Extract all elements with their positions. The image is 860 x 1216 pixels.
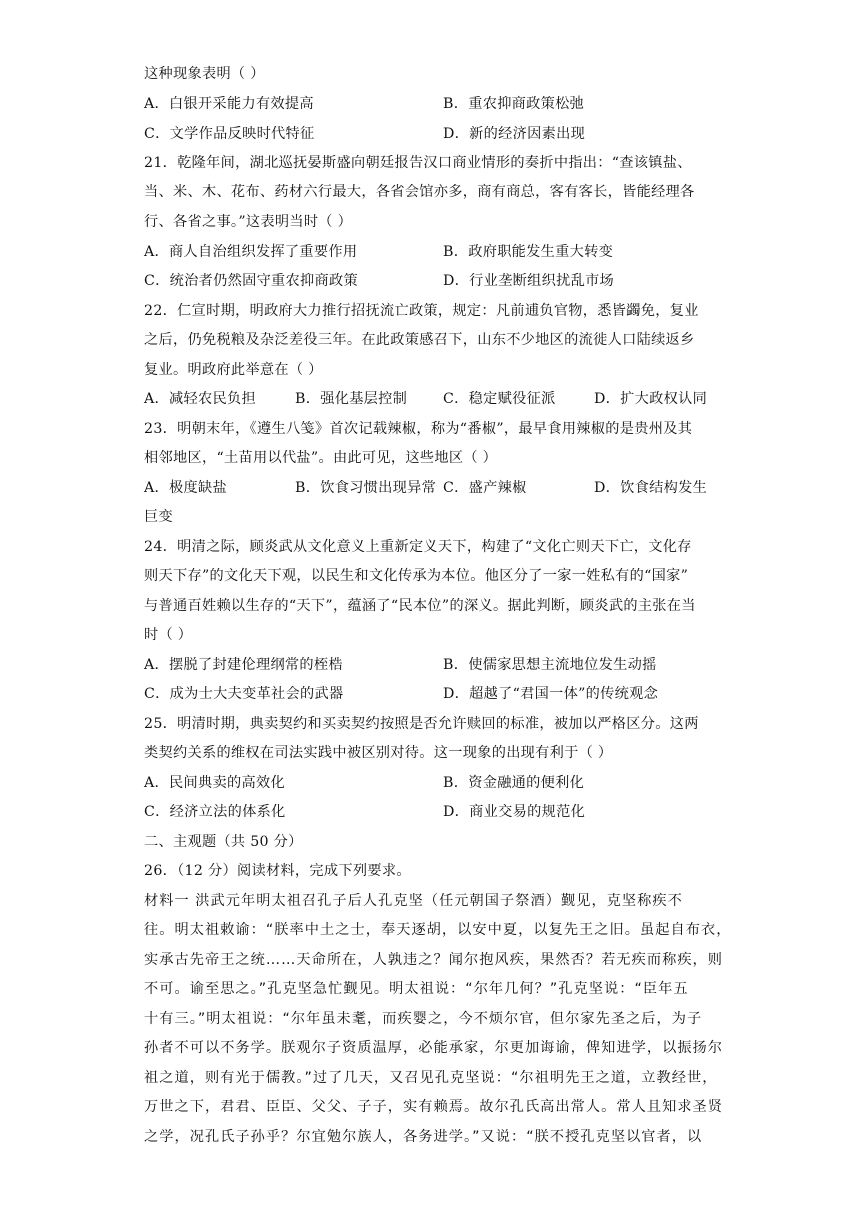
q25-option-d: D．商业交易的规范化: [443, 804, 586, 820]
q21-option-c: C．统治者仍然固守重农抑商政策: [144, 273, 358, 289]
material-paragraph-line: 不可。谕至思之。”孔克坚急忙觐见。明太祖说：“尔年几何？”孔克坚说：“臣年五: [144, 981, 689, 997]
question-25-line: 25．明清时期，典卖契约和买卖契约按照是否允许赎回的标准，被加以严格区分。这两: [144, 716, 699, 732]
question-24-line: 24．明清之际，顾炎武从文化意义上重新定义天下，构建了“文化亡则天下亡，文化存: [144, 539, 692, 555]
material-paragraph-line: 孙者不可以不务学。朕观尔子资质温厚，必能承家，尔更加诲谕，俾知进学，以振扬尔: [144, 1040, 724, 1056]
q23-option-a: A．极度缺盐: [144, 480, 227, 496]
q24-option-c: C．成为士大夫变革社会的武器: [144, 686, 344, 702]
material-paragraph-line: 材料一 洪武元年明太祖召孔子后人孔克坚（任元朝国子祭酒）觐见，克坚称疾不: [144, 893, 683, 909]
q24-option-a: A．摆脱了封建伦理纲常的桎梏: [144, 657, 343, 673]
question-23-line: 23．明朝末年，《遵生八笺》首次记载辣椒，称为“番椒”，最早食用辣椒的是贵州及其: [144, 421, 693, 437]
question-22-line: 复业。明政府此举意在（ ）: [144, 362, 323, 378]
question-21-line: 行、各省之事。”这表明当时（ ）: [144, 214, 353, 230]
q21-option-d: D．行业垄断组织扰乱市场: [443, 273, 615, 289]
question-22-line: 之后，仍免税粮及杂泛差役三年。在此政策感召下，山东不少地区的流徙人口陆续返乡: [144, 332, 695, 348]
q22-option-b: B．强化基层控制: [295, 391, 408, 407]
q20-option-c: C．文学作品反映时代特征: [144, 126, 315, 142]
question-23-line: 相邻地区，“土苗用以代盐”。由此可见，这些地区（ ）: [144, 450, 498, 466]
material-paragraph-line: 实承古先帝王之统……天命所在，人孰违之？闻尔抱风疾，果然否？若无疾而称疾，则: [144, 952, 724, 968]
question-21-line: 当、米、木、花布、药材六行最大，各省会馆亦多，商有商总，客有客长，皆能经理各: [144, 184, 695, 200]
question-22-line: 22．仁宣时期，明政府大力推行招抚流亡政策，规定：凡前逋负官物，悉皆蠲免，复业: [144, 303, 699, 319]
q23-option-d: D．饮食结构发生: [594, 480, 708, 496]
q25-option-b: B．资金融通的便利化: [443, 775, 585, 791]
q21-option-b: B．政府职能发生重大转变: [443, 244, 614, 260]
q22-option-d: D．扩大政权认同: [594, 391, 708, 407]
q25-option-c: C．经济立法的体系化: [144, 804, 286, 820]
q21-option-a: A．商人自治组织发挥了重要作用: [144, 244, 358, 260]
q23-option-b: B．饮食习惯出现异常: [295, 480, 437, 496]
material-paragraph-line: 往。明太祖敕谕：“朕率中土之士，奉天逐胡，以安中夏，以复先王之旧。虽起自布衣，: [144, 922, 732, 938]
q23-option-d-wrap: 巨变: [144, 509, 173, 525]
section-heading: 二、主观题（共 50 分）: [144, 834, 303, 850]
q20-option-b: B．重农抑商政策松弛: [443, 96, 585, 112]
q24-option-d: D．超越了“君国一体”的传统观念: [443, 686, 659, 702]
question-26-heading: 26．（12 分）阅读材料，完成下列要求。: [144, 863, 411, 879]
question-20-stem-end: 这种现象表明（ ）: [144, 66, 265, 82]
material-paragraph-line: 十有三。”明太祖说：“尔年虽未耄，而疾婴之，今不烦尔官，但尔家先圣之后，为子: [144, 1011, 703, 1027]
question-24-line: 与普通百姓赖以生存的“天下”，蕴涵了“民本位”的深义。据此判断，顾炎武的主张在当: [144, 598, 696, 614]
q22-option-c: C．稳定赋役征派: [443, 391, 556, 407]
q23-option-c: C．盛产辣椒: [443, 480, 527, 496]
q20-option-a: A．白银开采能力有效提高: [144, 96, 314, 112]
q20-option-d: D．新的经济因素出现: [443, 126, 586, 142]
q22-option-a: A．减轻农民负担: [144, 391, 256, 407]
material-paragraph-line: 之学，况孔氏子孙乎？尔宜勉尔族人，各务进学。”又说：“朕不授孔克坚以官者，以: [144, 1129, 703, 1145]
q25-option-a: A．民间典卖的高效化: [144, 775, 285, 791]
question-24-line: 时（ ）: [144, 627, 193, 643]
question-24-line: 则天下存”的文化天下观，以民生和文化传承为本位。他区分了一家一姓私有的“国家”: [144, 568, 689, 584]
q24-option-b: B．使儒家思想主流地位发生动摇: [443, 657, 657, 673]
question-25-line: 类契约关系的维权在司法实践中被区别对待。这一现象的出现有利于（ ）: [144, 745, 613, 761]
material-paragraph-line: 祖之道，则有光于儒教。”过了几天，又召见孔克坚说：“尔祖明先王之道，立教经世，: [144, 1070, 718, 1086]
material-paragraph-line: 万世之下，君君、臣臣、父父、子子，实有赖焉。故尔孔氏高出常人。常人且知求圣贤: [144, 1099, 724, 1115]
question-21-line: 21．乾隆年间，湖北巡抚晏斯盛向朝廷报告汉口商业情形的奏折中指出：“查该镇盐、: [144, 155, 692, 171]
